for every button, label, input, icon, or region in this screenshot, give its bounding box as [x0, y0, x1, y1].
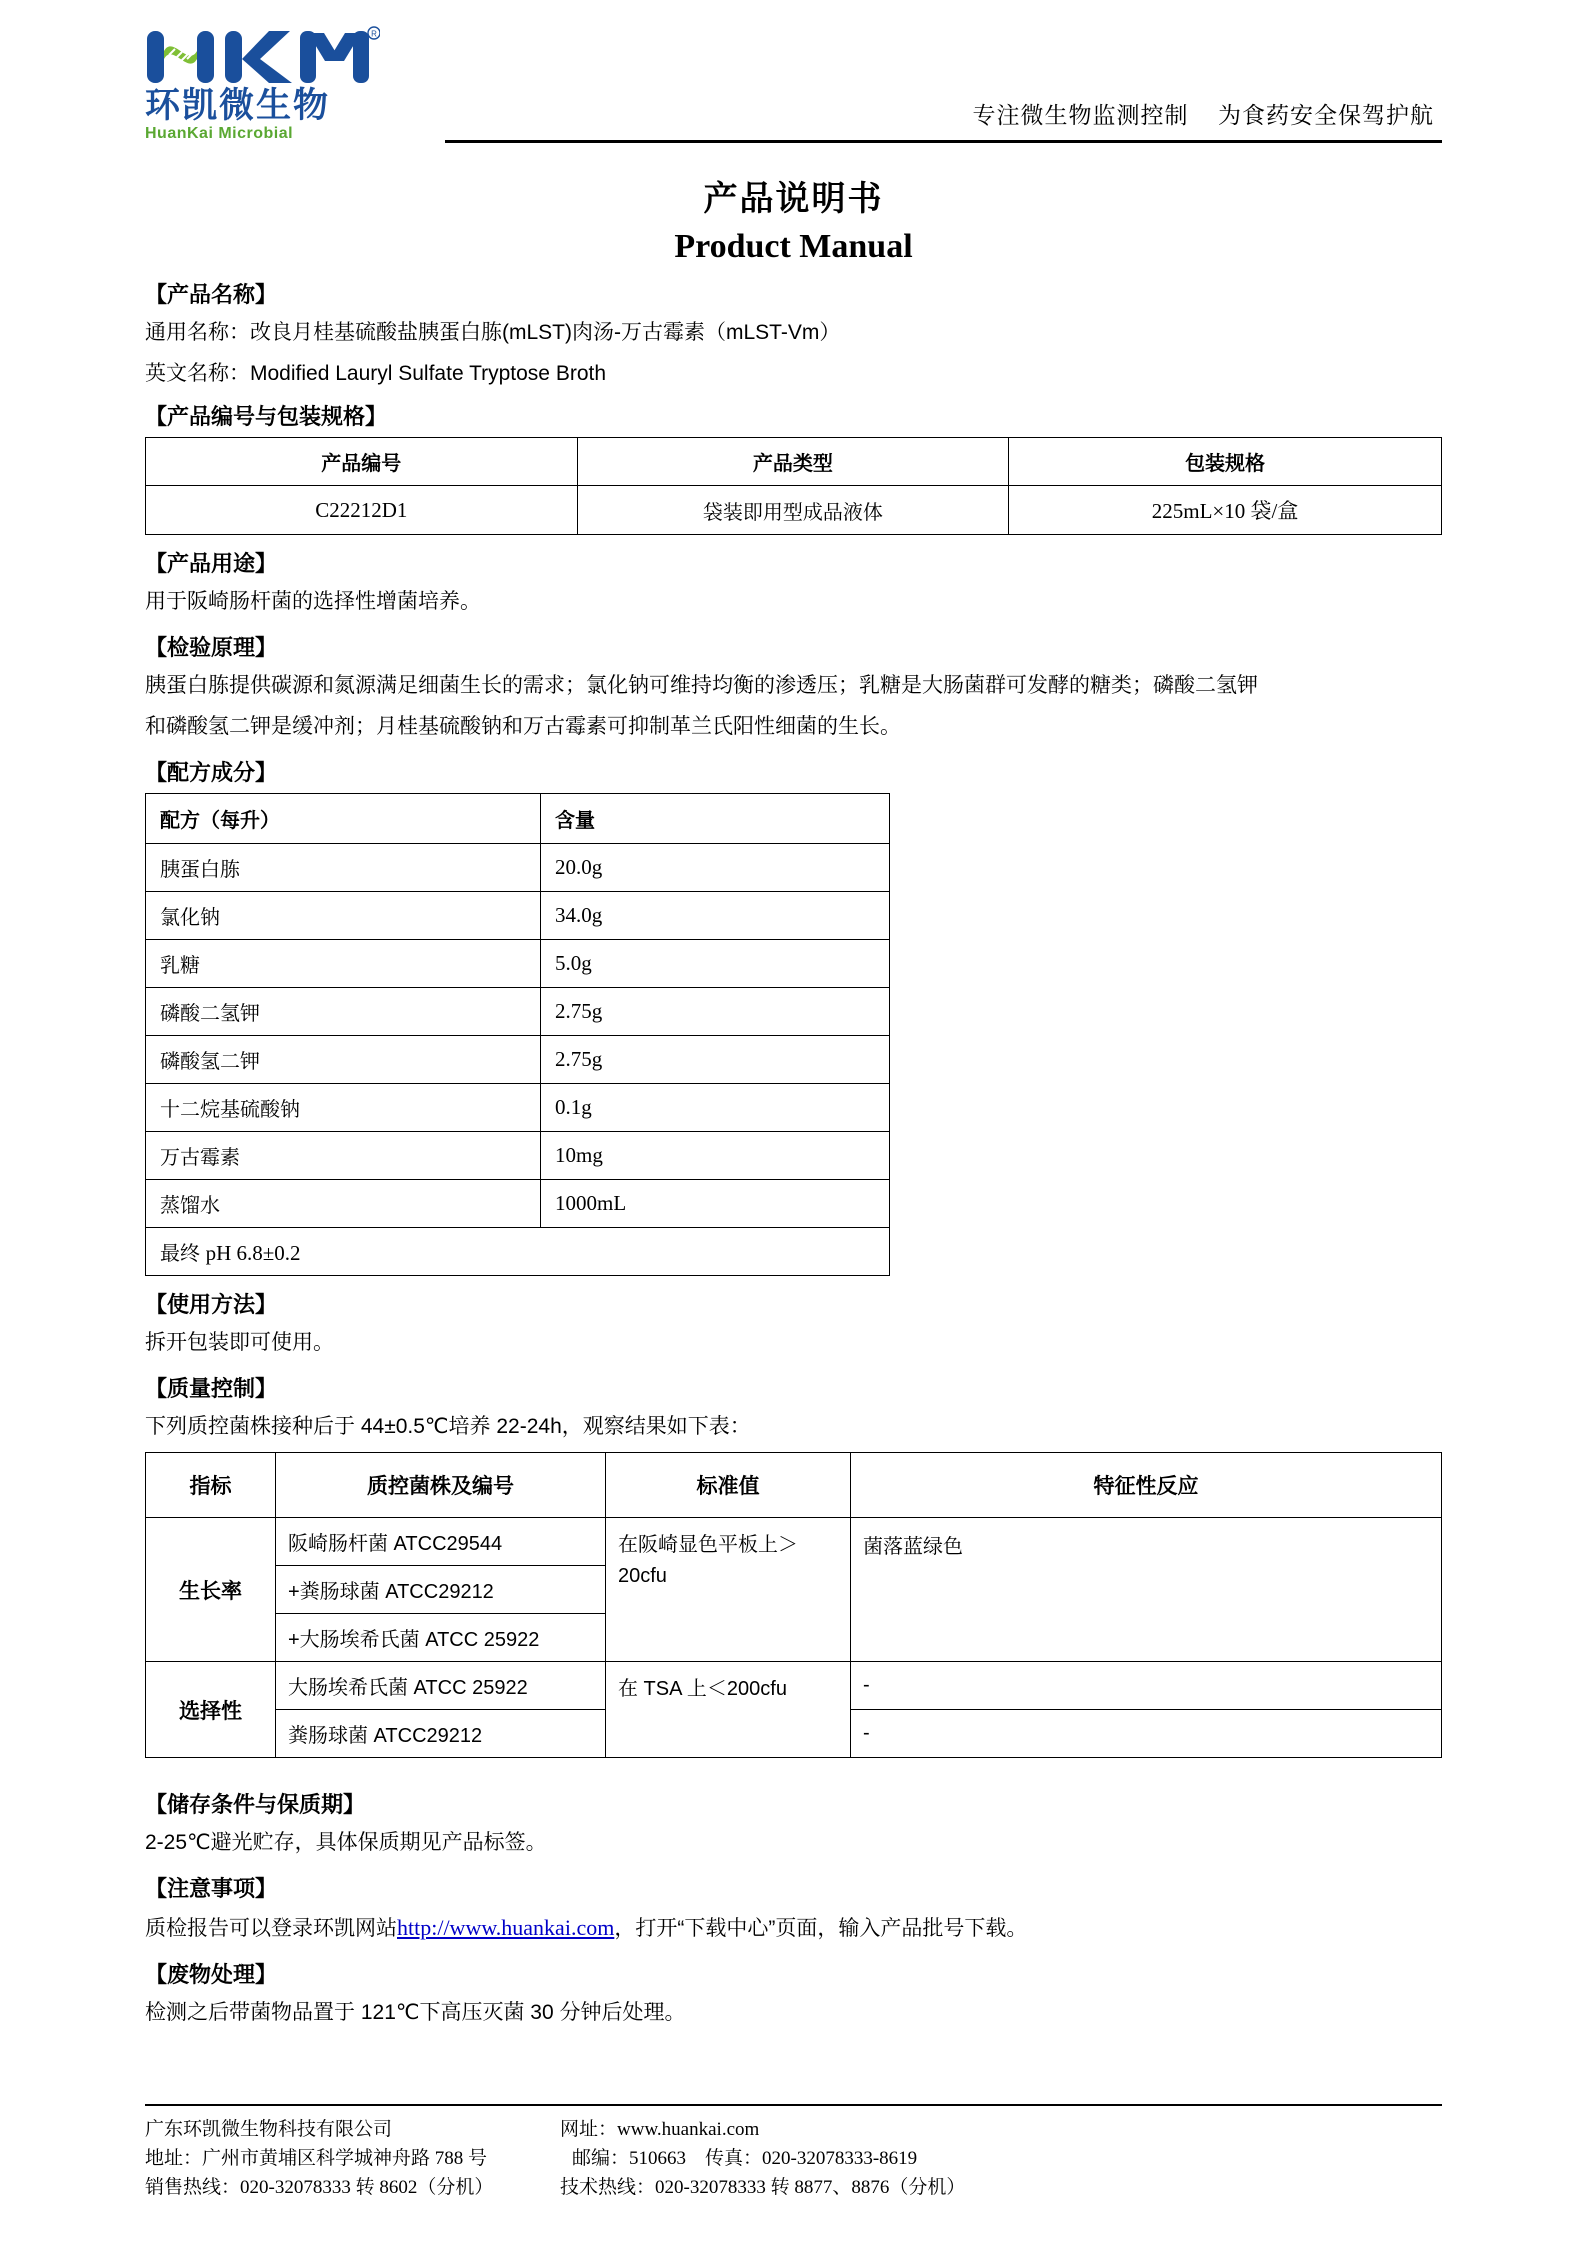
- spec-value-code: C22212D1: [146, 486, 578, 535]
- table-row: [146, 1036, 890, 1084]
- table-row: [146, 1518, 1442, 1566]
- table-row: [146, 892, 890, 940]
- footer-content: [145, 2116, 1442, 2203]
- footer-postcode-fax: 邮编：510663 传真：020-32078333-8619: [572, 2148, 918, 2170]
- qc-col-index: 指标: [146, 1453, 276, 1518]
- section-heading-principle: 【检验原理】: [145, 635, 278, 661]
- usage-text: 拆开包装即可使用。: [145, 1331, 334, 1355]
- qc-index-growth: 生长率: [146, 1518, 276, 1662]
- table-row: [146, 988, 890, 1036]
- qc-standard-growth: 在阪崎显色平板上＞20cfu: [606, 1518, 851, 1662]
- formula-amount: 5.0g: [541, 940, 890, 988]
- quality-control-table: [145, 1452, 1442, 1758]
- product-common-name: [145, 316, 1442, 350]
- common-name-value: 改良月桂基硫酸盐胰蛋白胨(mLST)肉汤-万古霉素（mLST-Vm）: [250, 321, 841, 344]
- formula-ingredient: 蒸馏水: [146, 1180, 541, 1228]
- common-name-label: 通用名称：: [145, 321, 250, 344]
- table-header-row: [146, 1453, 1442, 1518]
- section-heading-quality: 【质量控制】: [145, 1376, 278, 1402]
- principle-line-1: 胰蛋白胨提供碳源和氮源满足细菌生长的需求；氯化钠可维持均衡的渗透压；乳糖是大肠菌群可发酵的糖类；磷酸二氢钾: [145, 674, 1258, 698]
- table-row-ph: [146, 1228, 890, 1276]
- storage-text: 2-25℃避光贮存，具体保质期见产品标签。: [145, 1831, 547, 1855]
- page-footer: [145, 2104, 1442, 2203]
- table-row: [146, 486, 1442, 535]
- notice-text: [145, 1910, 1442, 1946]
- section-heading-spec: 【产品编号与包装规格】: [145, 404, 388, 430]
- header-divider: [445, 140, 1442, 143]
- section-heading-product-name: 【产品名称】: [145, 282, 278, 307]
- table-row: [146, 1662, 1442, 1710]
- section-heading-waste: 【废物处理】: [145, 1962, 278, 1988]
- spec-value-packaging: 225mL×10 袋/盒: [1009, 486, 1442, 535]
- qc-strain: +大肠埃希氏菌 ATCC 25922: [276, 1614, 606, 1662]
- header-right: [445, 97, 1442, 145]
- qc-standard-selectivity: 在 TSA 上＜200cfu: [606, 1662, 851, 1758]
- section-heading-storage: 【储存条件与保质期】: [145, 1792, 366, 1818]
- formula-amount: 2.75g: [541, 1036, 890, 1084]
- footer-address: 地址：广州市黄埔区科学城神舟路 788 号: [145, 2148, 488, 2170]
- formula-ingredient: 胰蛋白胨: [146, 844, 541, 892]
- quality-intro: [145, 1410, 1442, 1444]
- qc-reaction-selectivity: -: [851, 1710, 1442, 1758]
- footer-sales-hotline: 销售热线：020-32078333 转 8602（分机）: [145, 2177, 494, 2199]
- formula-amount: 1000mL: [541, 1180, 890, 1228]
- section-heading-formula: 【配方成分】: [145, 760, 278, 786]
- footer-divider: [145, 2104, 1442, 2106]
- quality-intro-part3: ，观察结果如下表：: [561, 1415, 751, 1439]
- english-name-label: 英文名称：: [145, 362, 250, 386]
- qc-col-standard: 标准值: [606, 1453, 851, 1518]
- spec-col-packaging: 包装规格: [1009, 438, 1442, 486]
- qc-index-selectivity: 选择性: [146, 1662, 276, 1758]
- formula-ingredient: 十二烷基硫酸钠: [146, 1084, 541, 1132]
- header-tagline: 专注微生物监测控制 为食药安全保驾护航: [972, 102, 1434, 128]
- spec-table: [145, 437, 1442, 535]
- formula-col-ingredient: 配方（每升）: [146, 794, 541, 844]
- formula-ingredient: 乳糖: [146, 940, 541, 988]
- footer-left-column: [145, 2116, 560, 2203]
- page-header: [145, 30, 1442, 145]
- svg-text:R: R: [371, 29, 377, 39]
- notice-text-after: ，打开“下载中心”页面，输入产品批号下载。: [614, 1917, 1028, 1941]
- ph-label: 最终: [160, 1243, 206, 1266]
- spec-col-type: 产品类型: [577, 438, 1009, 486]
- purpose-text: 用于阪崎肠杆菌的选择性增菌培养。: [145, 590, 481, 614]
- huankai-website-link[interactable]: http://www.huankai.com: [397, 1915, 615, 1941]
- company-logo: [145, 25, 445, 145]
- formula-ingredient: 磷酸二氢钾: [146, 988, 541, 1036]
- logo-chinese-name: 环凯微生物: [145, 86, 331, 126]
- table-row: [146, 1132, 890, 1180]
- qc-strain: 粪肠球菌 ATCC29212: [276, 1710, 606, 1758]
- spec-col-code: 产品编号: [146, 438, 578, 486]
- qc-strain: 大肠埃希氏菌 ATCC 25922: [276, 1662, 606, 1710]
- qc-col-strain: 质控菌株及编号: [276, 1453, 606, 1518]
- page-title-chinese: 产品说明书: [703, 180, 884, 218]
- qc-reaction-selectivity: -: [851, 1662, 1442, 1710]
- quality-duration: 22-24h: [496, 1415, 562, 1439]
- qc-reaction-growth: 菌落蓝绿色: [851, 1518, 1442, 1662]
- waste-text: 检测之后带菌物品置于 121℃下高压灭菌 30 分钟后处理。: [145, 2001, 686, 2025]
- hkm-logo-icon: [145, 25, 380, 87]
- table-row: [146, 940, 890, 988]
- formula-amount: 34.0g: [541, 892, 890, 940]
- qc-strain: +粪肠球菌 ATCC29212: [276, 1566, 606, 1614]
- table-header-row: [146, 794, 890, 844]
- notice-text-before: 质检报告可以登录环凯网站: [145, 1917, 397, 1941]
- formula-ingredient: 氯化钠: [146, 892, 541, 940]
- formula-table: [145, 793, 890, 1276]
- quality-intro-part2: 培养: [448, 1415, 497, 1439]
- table-row: [146, 1084, 890, 1132]
- spec-value-type: 袋装即用型成品液体: [577, 486, 1009, 535]
- principle-line-2: 和磷酸氢二钾是缓冲剂；月桂基硫酸钠和万古霉素可抑制革兰氏阳性细菌的生长。: [145, 715, 901, 739]
- footer-right-column: [560, 2116, 1442, 2203]
- footer-website: 网址：www.huankai.com: [560, 2119, 760, 2141]
- page-title-english: Product Manual: [674, 228, 913, 265]
- product-english-name: [145, 357, 1442, 391]
- formula-ingredient: 万古霉素: [146, 1132, 541, 1180]
- formula-amount: 2.75g: [541, 988, 890, 1036]
- logo-english-name: HuanKai Microbial: [145, 125, 294, 143]
- english-name-value: Modified Lauryl Sulfate Tryptose Broth: [250, 362, 607, 386]
- table-row: [146, 844, 890, 892]
- table-header-row: [146, 438, 1442, 486]
- formula-col-amount: 含量: [541, 794, 890, 844]
- formula-amount: 10mg: [541, 1132, 890, 1180]
- section-heading-purpose: 【产品用途】: [145, 551, 278, 577]
- footer-tech-hotline: 技术热线：020-32078333 转 8877、8876（分机）: [560, 2177, 966, 2199]
- ph-value: pH 6.8±0.2: [205, 1241, 301, 1266]
- quality-intro-part1: 下列质控菌株接种后于: [145, 1415, 361, 1439]
- section-heading-notice: 【注意事项】: [145, 1876, 278, 1902]
- formula-final-ph: [146, 1228, 890, 1276]
- qc-strain: 阪崎肠杆菌 ATCC29544: [276, 1518, 606, 1566]
- qc-col-reaction: 特征性反应: [851, 1453, 1442, 1518]
- formula-amount: 0.1g: [541, 1084, 890, 1132]
- section-heading-usage: 【使用方法】: [145, 1292, 278, 1318]
- footer-company-name: 广东环凯微生物科技有限公司: [145, 2119, 393, 2141]
- formula-ingredient: 磷酸氢二钾: [146, 1036, 541, 1084]
- quality-temperature: 44±0.5℃: [360, 1415, 449, 1439]
- table-row: [146, 1180, 890, 1228]
- formula-amount: 20.0g: [541, 844, 890, 892]
